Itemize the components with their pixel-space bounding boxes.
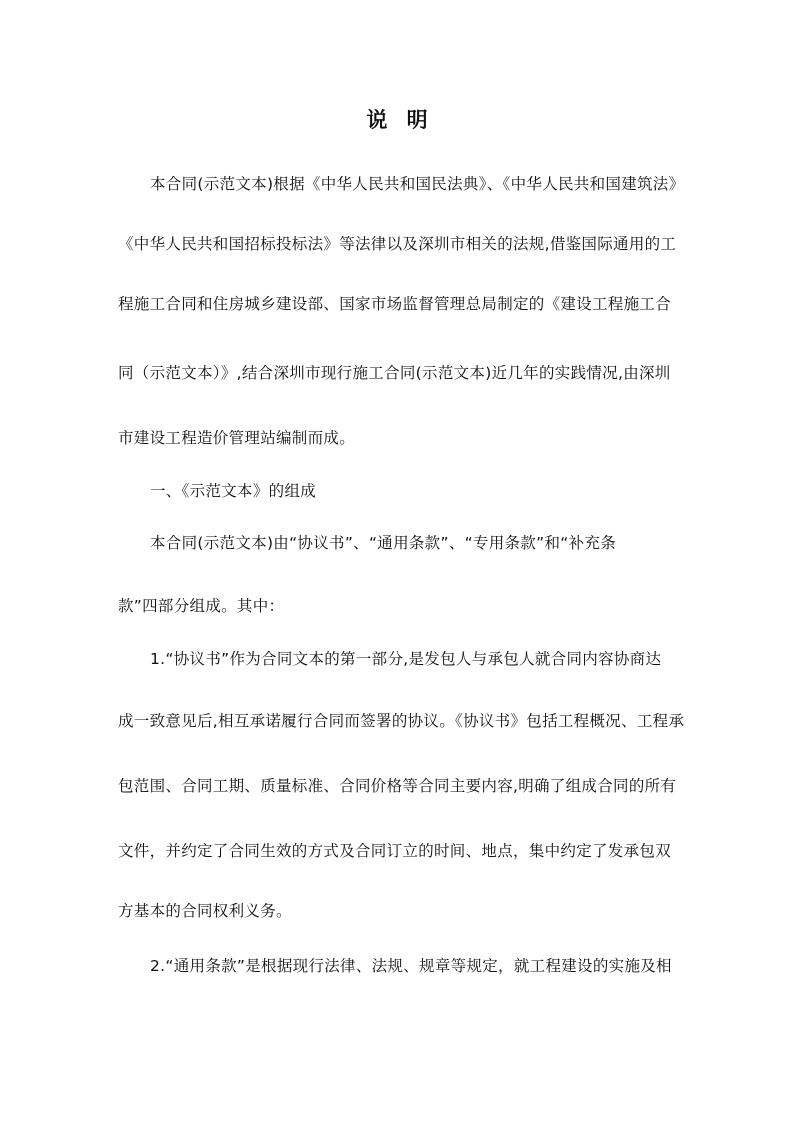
paragraph-line: 成一致意见后,相互承诺履行合同而签署的协议。《协议书》包括工程概况、工程承 [118,712,685,730]
paragraph-line: 本合同(示范文本)根据《中华人民共和国民法典》、《中华人民共和国建筑法》 [150,175,685,193]
paragraph-line: 程施工合同和住房城乡建设部、国家市场监督管理总局制定的《建设工程施工合 [118,295,672,313]
paragraph-line: 市建设工程造价管理站编制而成。 [118,429,356,447]
paragraph-line: 文件，并约定了合同生效的方式及合同订立的时间、地点，集中约定了发承包双 [118,842,672,860]
paragraph-line: 《中华人民共和国招标投标法》等法律以及深圳市相关的法规,借鉴国际通用的工 [118,235,677,253]
paragraph-line: 2.“通用条款”是根据现行法律、法规、规章等规定，就工程建设的实施及相 [150,957,672,975]
paragraph-line: 同（示范文本）》,结合深圳市现行施工合同(示范文本)近几年的实践情况,由深圳 [118,364,671,382]
section-heading: 一、《示范文本》的组成 [150,482,317,500]
paragraph-line: 包范围、合同工期、质量标准、合同价格等合同主要内容,明确了组成合同的所有 [118,777,677,795]
paragraph-line: 本合同(示范文本)由“协议书”、“通用条款”、“专用条款”和“补充条 [150,534,617,552]
document-title: 说 明 [366,108,434,132]
paragraph-line: 方基本的合同权利义务。 [118,902,292,920]
paragraph-line: 款”四部分组成。其中： [118,597,285,615]
paragraph-line: 1.“协议书”作为合同文本的第一部分,是发包人与承包人就合同内容协商达 [150,650,662,668]
